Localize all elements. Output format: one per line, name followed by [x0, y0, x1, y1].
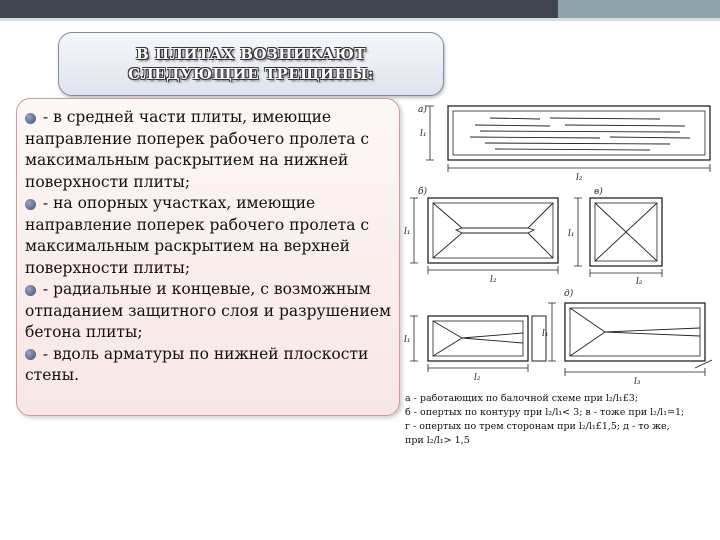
label-d-l1: l₁	[542, 329, 549, 339]
bullet-text: - в средней части плиты, имеющие направление поперек рабочего пролета с максимальным раскрытием на нижней поверхности плиты;	[25, 108, 370, 191]
label-a-l2: l₂	[576, 173, 583, 183]
bullet-item	[25, 107, 401, 193]
caption-line-3: г - опертых по трем сторонам при l₂/l₁£1,5; д - то же,	[405, 421, 670, 432]
bullet-text: - радиальные и концевые, с возможным отпаданием защитного слоя и разрушением бетона плиты;	[25, 280, 392, 341]
bullet-dot-icon	[25, 285, 36, 296]
label-a: а)	[418, 105, 427, 115]
bullet-dot-icon	[25, 349, 36, 360]
slab-a-outline	[448, 106, 710, 160]
caption-line-4: при l₂/l₁> 1,5	[405, 435, 470, 446]
bullet-text: - на опорных участках, имеющие направление поперек рабочего пролета с максимальным раскрытием на верхней поверхности плиты;	[25, 194, 370, 277]
label-b-l2: l₂	[490, 275, 497, 285]
bullet-text: - вдоль арматуры по нижней плоскости стены.	[25, 344, 369, 384]
label-g-l2: l₂	[474, 373, 481, 383]
slab-b-outline	[428, 198, 558, 263]
bullet-item	[25, 193, 401, 279]
title-line-1: В ПЛИТАХ ВОЗНИКАЮТ	[136, 45, 366, 63]
slide-title	[128, 44, 374, 84]
label-g-l1: l₁	[404, 335, 411, 345]
label-b: б)	[418, 187, 428, 197]
slab-d-outline	[565, 303, 705, 361]
slab-g-outline	[428, 316, 528, 361]
figure-caption	[405, 392, 717, 448]
label-v: в)	[594, 187, 603, 197]
label-v-l2: l₂	[636, 277, 643, 287]
bullet-dot-icon	[25, 113, 36, 124]
label-v-l1: l₁	[568, 229, 575, 239]
header-divider	[0, 18, 720, 21]
bullet-text-box	[16, 98, 400, 416]
caption-line-1: а - работающих по балочной схеме при l₂/l₁£3;	[405, 393, 639, 404]
slab-g-cracks	[433, 321, 523, 356]
crack-diagram	[400, 98, 718, 388]
bullet-item	[25, 279, 401, 344]
slab-v-cracks	[595, 203, 657, 261]
bullet-list	[25, 107, 401, 387]
bullet-item	[25, 344, 401, 387]
label-b-l1: l₁	[404, 227, 411, 237]
title-box	[58, 32, 444, 96]
header-accent	[558, 0, 720, 18]
slab-d-cracks	[570, 308, 700, 356]
slab-b-cracks	[433, 203, 553, 258]
bullet-dot-icon	[25, 199, 36, 210]
crack-patterns-figure	[400, 98, 718, 388]
caption-line-2: б - опертых по контуру при l₂/l₁< 3; в - тоже при l₂/l₁=1;	[405, 407, 685, 418]
slab-a-cracks	[470, 118, 690, 150]
label-a-l1: l₁	[420, 129, 427, 139]
label-d-l3: l₃	[634, 377, 641, 387]
label-d-top: д)	[564, 289, 574, 299]
title-line-2: СЛЕДУЮЩИЕ ТРЕЩИНЫ:	[128, 65, 374, 83]
